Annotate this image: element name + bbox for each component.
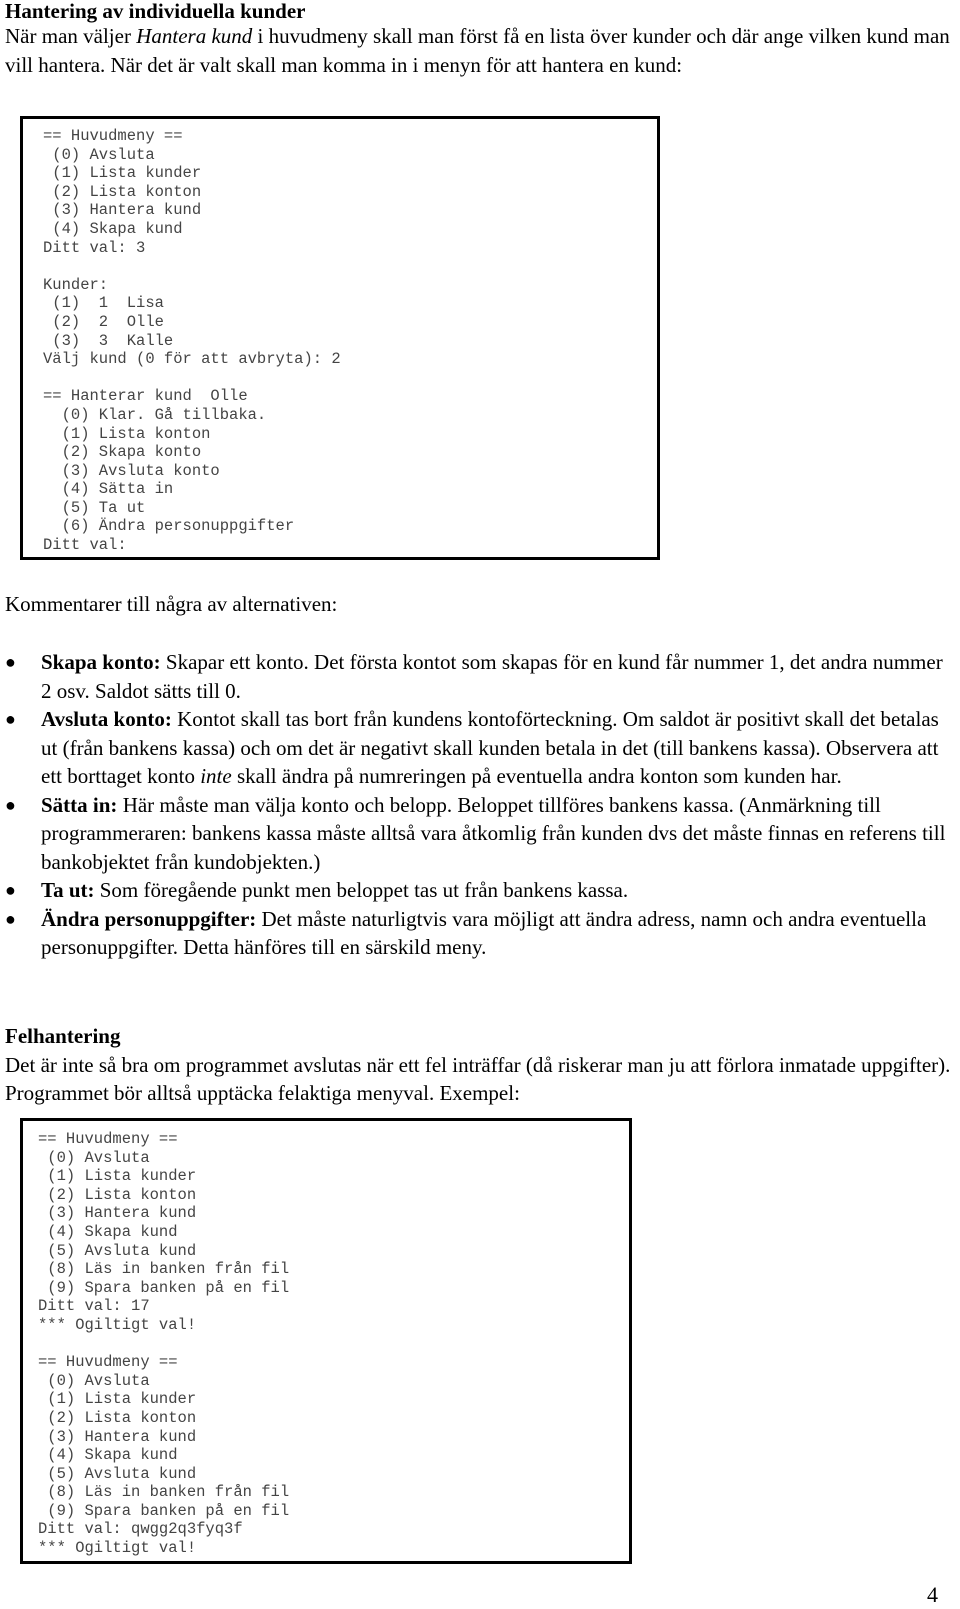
- console-line: [43, 369, 657, 388]
- console-line: (0) Avsluta: [43, 145, 155, 164]
- console-line: (3) Hantera kund: [38, 1204, 197, 1223]
- intro-paragraph: [5, 22, 955, 79]
- bullet-text: Kontot skall tas bort från kundens kontoförteckning. Om saldot är positivt skall det betalas ut (från bankens kassa) och om det är negativt skall kunden betala in det (till bankens kassa). Observera att ett borttaget konto: [41, 707, 939, 788]
- console-example-1: [20, 116, 660, 560]
- console-line: (4) Skapa kund: [38, 1222, 178, 1241]
- console-example-2: [20, 1118, 632, 1564]
- console-line: (5) Avsluta kund: [38, 1241, 197, 1260]
- bullet-text: Som föregående punkt men beloppet tas ut från bankens kassa.: [94, 878, 629, 902]
- console-line: Ditt val:: [43, 536, 127, 555]
- bullet-list: [5, 648, 950, 962]
- console-line: (1) Lista kunder: [38, 1390, 197, 1409]
- bullet-text: Skapar ett konto. Det första kontot som skapas för en kund får nummer 1, det andra nummer 2 osv. Saldot sätts till 0.: [41, 650, 943, 703]
- console-line: == Huvudmeny ==: [43, 127, 183, 145]
- console-line: (6) Ändra personuppgifter: [43, 517, 295, 536]
- bullet-term: Ändra personuppgifter:: [41, 906, 257, 931]
- bullet-item: [5, 648, 950, 705]
- console-line: (8) Läs in banken från fil: [38, 1260, 290, 1279]
- bullet-term: Sätta in:: [41, 792, 118, 817]
- console-line: (9) Spara banken på en fil: [38, 1278, 290, 1297]
- document-page: [5, 0, 955, 79]
- console-line: (3) Avsluta konto: [43, 461, 220, 480]
- console-line: == Hanterar kund Olle: [43, 387, 248, 406]
- console-line: (3) Hantera kund: [43, 201, 202, 220]
- console-line: (5) Avsluta kund: [38, 1464, 197, 1483]
- intro-text-2: i huvudmeny skall man först få en lista över kunder och där ange vilken kund man vill hantera. När det är valt skall man komma in i menyn för att hantera en kund:: [5, 24, 950, 77]
- bullet-item: [5, 791, 950, 877]
- console-line: (2) Skapa konto: [43, 443, 202, 462]
- bullet-item: [5, 705, 950, 791]
- bullet-icon: ●: [5, 652, 16, 672]
- console-line: (4) Skapa kund: [38, 1446, 178, 1465]
- console-line: (3) Hantera kund: [38, 1427, 197, 1446]
- console-line: (0) Avsluta: [38, 1148, 150, 1167]
- bullet-icon: ●: [5, 880, 16, 900]
- console-line: (4) Sätta in: [43, 480, 174, 499]
- console-line: (9) Spara banken på en fil: [38, 1501, 290, 1520]
- console-line: [38, 1335, 629, 1354]
- page-number: 4: [927, 1581, 938, 1607]
- bullet-text-after: skall ändra på numreringen på eventuella andra konton som kunden har.: [231, 764, 842, 788]
- intro-emphasis: Hantera kund: [136, 24, 253, 48]
- console-line: *** Ogiltigt val!: [38, 1539, 197, 1558]
- console-line: (1) Lista konton: [43, 424, 211, 443]
- intro-text-1: När man väljer: [5, 24, 137, 48]
- console-line: Ditt val: 17: [38, 1297, 150, 1316]
- bullet-term: Avsluta konto:: [41, 707, 172, 731]
- console-line: (2) 2 Olle: [43, 312, 164, 331]
- console-line: Ditt val: qwgg2q3fyq3f: [38, 1520, 243, 1539]
- bullet-item: [5, 876, 950, 905]
- error-section: [5, 1022, 955, 1108]
- section-heading-kunder: Hantering av individuella kunder: [5, 0, 306, 23]
- console-line: (3) 3 Kalle: [43, 331, 174, 350]
- bullet-icon: ●: [5, 908, 16, 929]
- console-line: (1) 1 Lisa: [43, 294, 164, 313]
- console-line: (1) Lista kunder: [38, 1167, 197, 1186]
- console-line: (0) Avsluta: [38, 1371, 150, 1390]
- console-line: (1) Lista kunder: [43, 164, 202, 183]
- console-line: Kunder:: [43, 275, 109, 294]
- console-line: (4) Skapa kund: [43, 219, 183, 238]
- console-line: (8) Läs in banken från fil: [38, 1483, 290, 1502]
- console-line: (2) Lista konton: [38, 1185, 197, 1204]
- console-line: (5) Ta ut: [43, 498, 146, 517]
- console-line: *** Ogiltigt val!: [38, 1315, 197, 1334]
- comments-heading: Kommentarer till några av alternativen:: [5, 592, 338, 616]
- error-paragraph: Det är inte så bra om programmet avslutas när ett fel inträffar (då riskerar man ju att förlora inmatade uppgifter). Programmet bör alltså upptäcka felaktiga menyval. Exempel:: [5, 1052, 951, 1105]
- console-line: == Huvudmeny ==: [38, 1130, 178, 1148]
- bullet-icon: ●: [5, 794, 16, 815]
- bullet-text: Det måste naturligtvis vara möjligt att ändra adress, namn och andra eventuella personuppgifter. Detta hänföres till en särskild meny.: [41, 906, 927, 959]
- console-line: (2) Lista konton: [38, 1408, 197, 1427]
- bullet-text: Här måste man välja konto och belopp. Beloppet tillföres bankens kassa. (Anmärkning till programmeraren: bankens kassa måste alltså vara åtkomlig från kunden dvs det måste finnas en referens till bankobjektet från kundobjekten.): [41, 792, 946, 874]
- bullet-term: Ta ut:: [41, 878, 95, 902]
- console-line: (2) Lista konton: [43, 182, 202, 201]
- console-line: [43, 257, 657, 276]
- bullet-item: [5, 905, 950, 962]
- bullet-icon: ●: [5, 709, 16, 729]
- console-line: == Huvudmeny ==: [38, 1353, 178, 1372]
- bullet-emphasis: inte: [200, 764, 232, 788]
- bullet-term: Skapa konto:: [41, 650, 161, 674]
- section-heading-felhantering: Felhantering: [5, 1024, 121, 1048]
- console-line: Välj kund (0 för att avbryta): 2: [43, 350, 341, 369]
- console-line: Ditt val: 3: [43, 238, 146, 257]
- console-line: (0) Klar. Gå tillbaka.: [43, 405, 267, 424]
